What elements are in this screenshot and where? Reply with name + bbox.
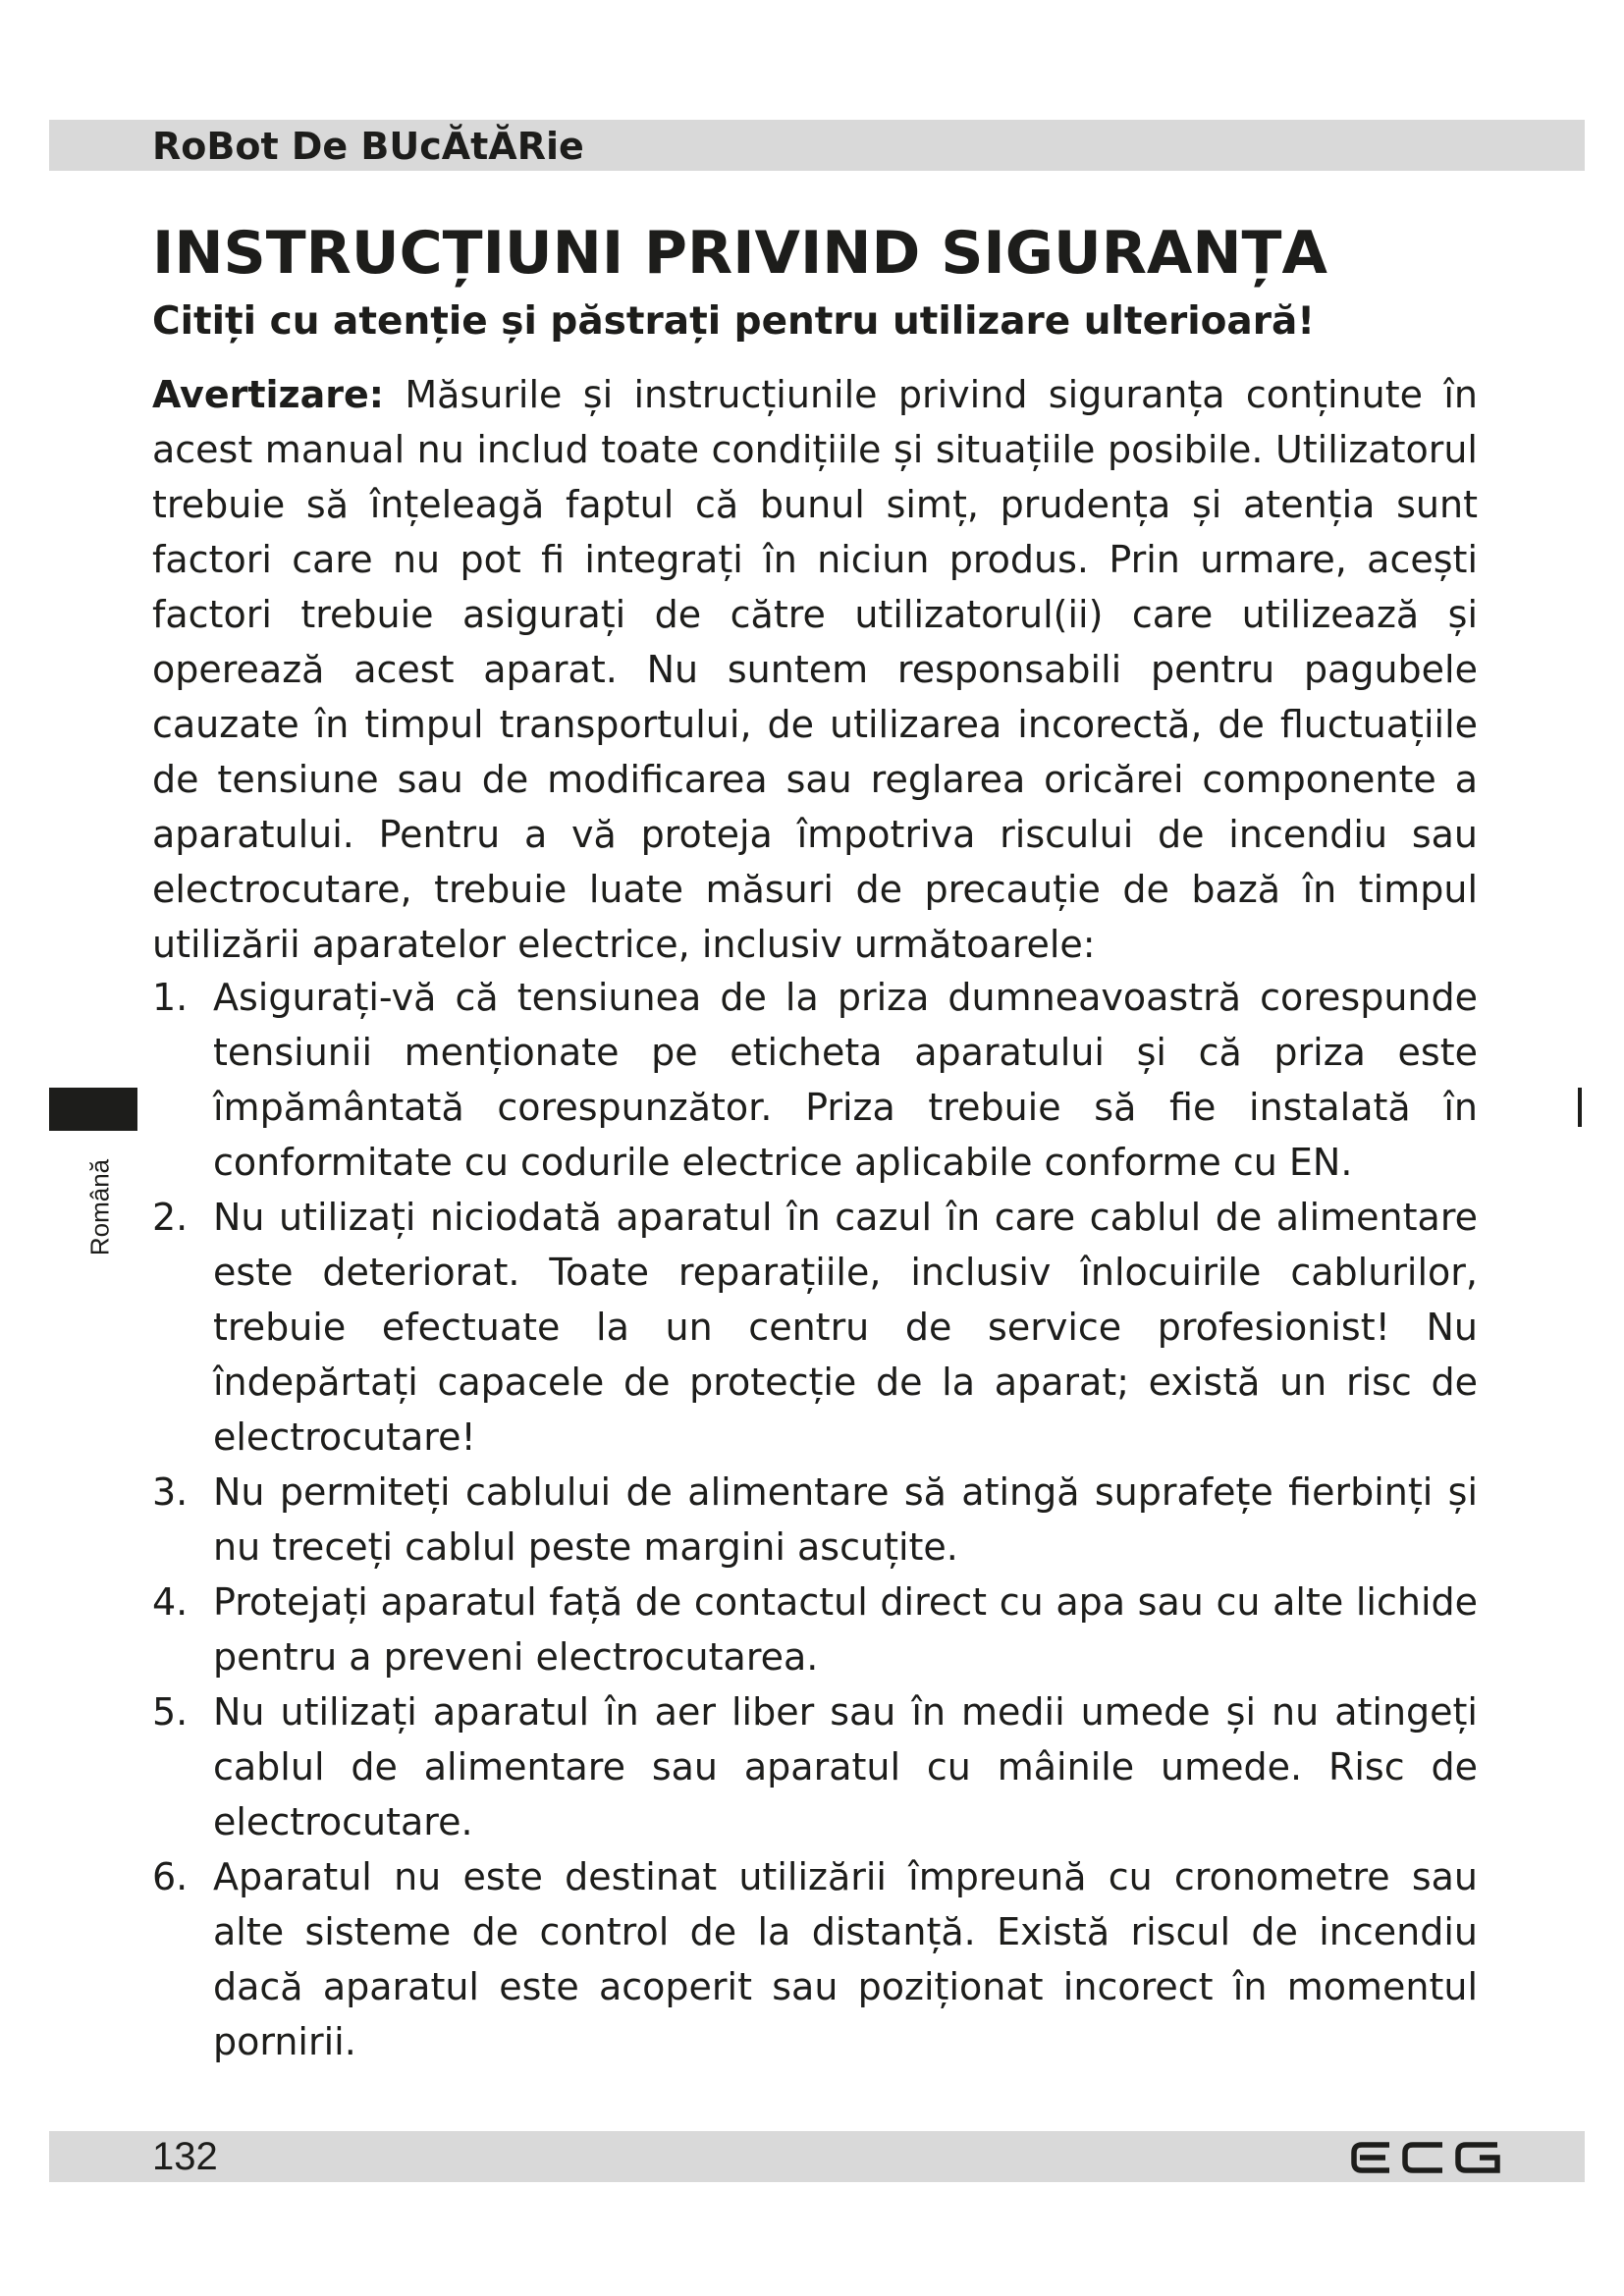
list-item (152, 1190, 1478, 1465)
list-item (152, 1684, 1478, 1849)
list-item-number: 6. (152, 1855, 189, 1898)
footer-bar (49, 2131, 1585, 2182)
language-label-text: Română (84, 1158, 115, 1256)
page-subtitle: Citiți cu atenție și păstrați pentru utilizare ulterioară! (152, 299, 1316, 344)
list-item-text: Nu utilizați niciodată aparatul în cazul în care cablul de alimentare este deteriorat. Toate reparațiile, inclusiv înlocuirile cablurilor, trebuie efectuate la un centru de service profesionist! Nu îndepărtați capacele de protecție de la aparat; există un risc de electrocutare! (213, 1196, 1478, 1459)
header-bar (49, 120, 1585, 171)
list-item-number: 3. (152, 1470, 189, 1514)
language-tab-marker (49, 1088, 137, 1131)
list-item (152, 1575, 1478, 1684)
page-number: 132 (152, 2135, 218, 2178)
document-header-title: RoBot De BUcĂtĂRie (152, 125, 584, 168)
warning-text: Măsurile și instrucțiunile privind siguranța conținute în acest manual nu includ toate condițiile și situațiile posibile. Utilizatorul trebuie să înțeleagă faptul că bunul simț, prudența și atenția sunt factori care nu pot fi integrați în niciun produs. Prin urmare, acești factori trebuie asigurați de către utilizatorul(ii) care utilizează și operează acest aparat. Nu suntem responsabili pentru pagubele cauzate în timpul transportului, de utilizarea incorectă, de fluctuațiile de tensiune sau de modificarea sau reglarea oricărei componente a aparatului. Pentru a vă proteja împotriva riscului de incendiu sau electrocutare, trebuie luate măsuri de precauție de bază în timpul utilizării aparatelor electrice, inclusiv următoarele: (152, 373, 1478, 966)
warning-label: Avertizare: (152, 373, 384, 416)
page-edge-mark (1578, 1088, 1582, 1127)
list-item-number: 5. (152, 1690, 189, 1734)
page-title: INSTRUCȚIUNI PRIVIND SIGURANȚA (152, 219, 1327, 288)
list-item-number: 2. (152, 1196, 189, 1239)
safety-instructions-list (152, 970, 1478, 2069)
list-item-number: 4. (152, 1580, 189, 1624)
list-item-text: Aparatul nu este destinat utilizării împreună cu cronometre sau alte sisteme de control de la distanță. Există riscul de incendiu dacă aparatul este acoperit sau poziționat incorect în momentul pornirii. (213, 1855, 1478, 2063)
ecg-logo-icon (1350, 2141, 1507, 2174)
list-item (152, 1465, 1478, 1575)
list-item-text: Protejați aparatul față de contactul direct cu apa sau cu alte lichide pentru a preveni electrocutarea. (213, 1580, 1478, 1679)
list-item-text: Nu utilizați aparatul în aer liber sau în medii umede și nu atingeți cablul de alimentare sau aparatul cu mâinile umede. Risc de electrocutare. (213, 1690, 1478, 1843)
list-item-text: Nu permiteți cablului de alimentare să atingă suprafețe fierbinți și nu treceți cablul peste margini ascuțite. (213, 1470, 1478, 1569)
list-item (152, 970, 1478, 1190)
list-item (152, 1849, 1478, 2069)
list-item-text: Asigurați-vă că tensiunea de la priza dumneavoastră corespunde tensiunii menționate pe eticheta aparatului și că priza este împământată corespunzător. Priza trebuie să fie instalată în conformitate cu codurile electrice aplicabile conforme cu EN. (213, 976, 1478, 1184)
language-label (71, 1153, 130, 1261)
list-item-number: 1. (152, 976, 189, 1019)
warning-paragraph (152, 367, 1478, 972)
